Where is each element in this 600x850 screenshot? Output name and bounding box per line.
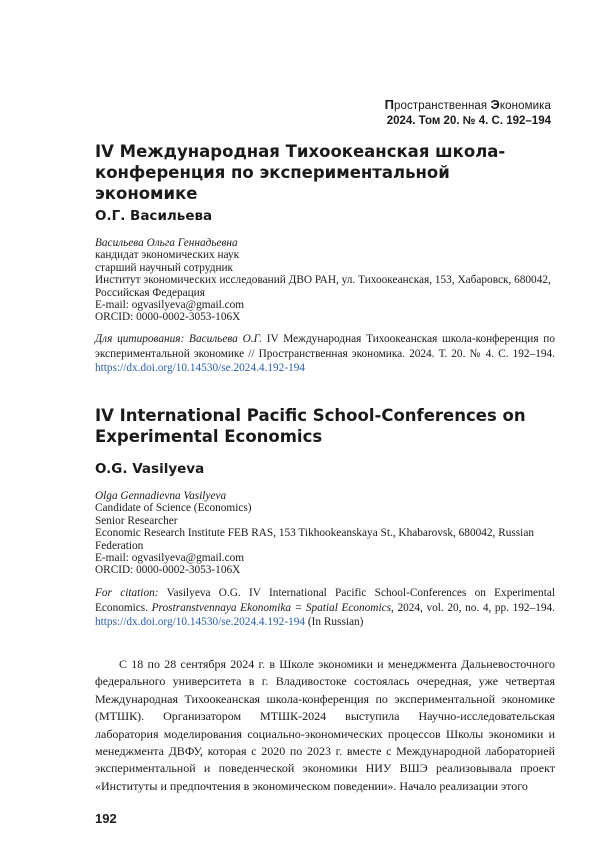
citation-suffix-en: (In Russian) [305, 616, 364, 628]
citation-text1-en: Vasilyeva O.G. IV International Pacific School-Conferences on Experimental Economics. [95, 587, 555, 614]
issue-reference: 2024. Том 20. № 4. С. 192–194 [386, 115, 551, 127]
citation-ru [95, 332, 555, 376]
author-orcid-en: ORCID: 0000-0002-3053-106X [95, 564, 241, 577]
running-header [385, 97, 551, 129]
citation-journal-en: Prostranstvennaya Ekonomika = Spatial Economics [151, 601, 392, 614]
doi-link-en[interactable]: https://dx.doi.org/10.14530/se.2024.4.192-194 [95, 616, 306, 628]
author-info-ru [95, 237, 555, 324]
citation-text2-en: , 2024, vol. 20, no. 4, pp. 192–194. [391, 601, 555, 614]
article-title-ru: IV Международная Тихоокеанская школа-конференция по экспериментальной экономике [95, 142, 506, 203]
author-affiliation-ru: Институт экономических исследований ДВО РАН, ул. Тихоокеанская, 153, Хабаровск, 680042, Российская Федерация [95, 274, 551, 299]
article-title-en: IV International Pacific School-Conferences on Experimental Economics [95, 406, 526, 446]
author-position-ru: старший научный сотрудник [95, 261, 234, 274]
author-email-en: E-mail: ogvasilyeva@gmail.com [95, 552, 245, 565]
doi-link-ru[interactable]: https://dx.doi.org/10.14530/se.2024.4.192-194 [95, 362, 306, 374]
citation-text-ru: IV Международная Тихоокеанская школа-конференция по экспериментальной экономике // Пространственная экономика. 2024. Т. 20. № 4. С. 192–194. [95, 333, 555, 360]
author-name-ru: О.Г. Васильева [95, 208, 213, 224]
author-position-en: Senior Researcher [95, 514, 178, 527]
journal-name: Пространственная Экономика [384, 97, 551, 112]
author-name-en: O.G. Vasilyeva [95, 461, 205, 477]
body-paragraph: С 18 по 28 сентября 2024 г. в Школе экономики и менеджмента Дальневосточного федерального университета в г. Владивостоке состоялась очередная, уже четвертая Международная Тихоокеанская школа-конференция по экспериментальной экономике (МТШК). Организатором МТШК-2024 выступила Научно-исследовательская лаборатория моделирования социально-экономических процессов Школы экономики и менеджмента ДВФУ, которая с 2020 по 2023 г. вместе с Международной лабораторией экспериментальной и поведенческой экономики НИУ ВШЭ реализовывала проект «Институты и предпочтения в экономическом поведении». Начало реализации этого [95, 657, 555, 793]
author-degree-en: Candidate of Science (Economics) [95, 502, 252, 515]
author-degree-ru: кандидат экономических наук [95, 249, 240, 262]
citation-lead-ru: Для цитирования: Васильева О.Г. [95, 333, 262, 345]
citation-lead-en: For citation: [95, 587, 159, 599]
author-full-name-en: Olga Gennadievna Vasilyeva [95, 490, 227, 502]
author-affiliation-en: Economic Research Institute FEB RAS, 153 Tikhookeanskaya St., Khabarovsk, 680042, Russian Federation [95, 527, 534, 552]
author-info-en [95, 490, 555, 577]
author-orcid-ru: ORCID: 0000-0002-3053-106X [95, 311, 241, 324]
page-number: 192 [95, 811, 117, 826]
author-email-ru: E-mail: ogvasilyeva@gmail.com [95, 299, 245, 312]
author-full-name-ru: Васильева Ольга Геннадьевна [95, 237, 238, 249]
citation-en [95, 586, 555, 630]
